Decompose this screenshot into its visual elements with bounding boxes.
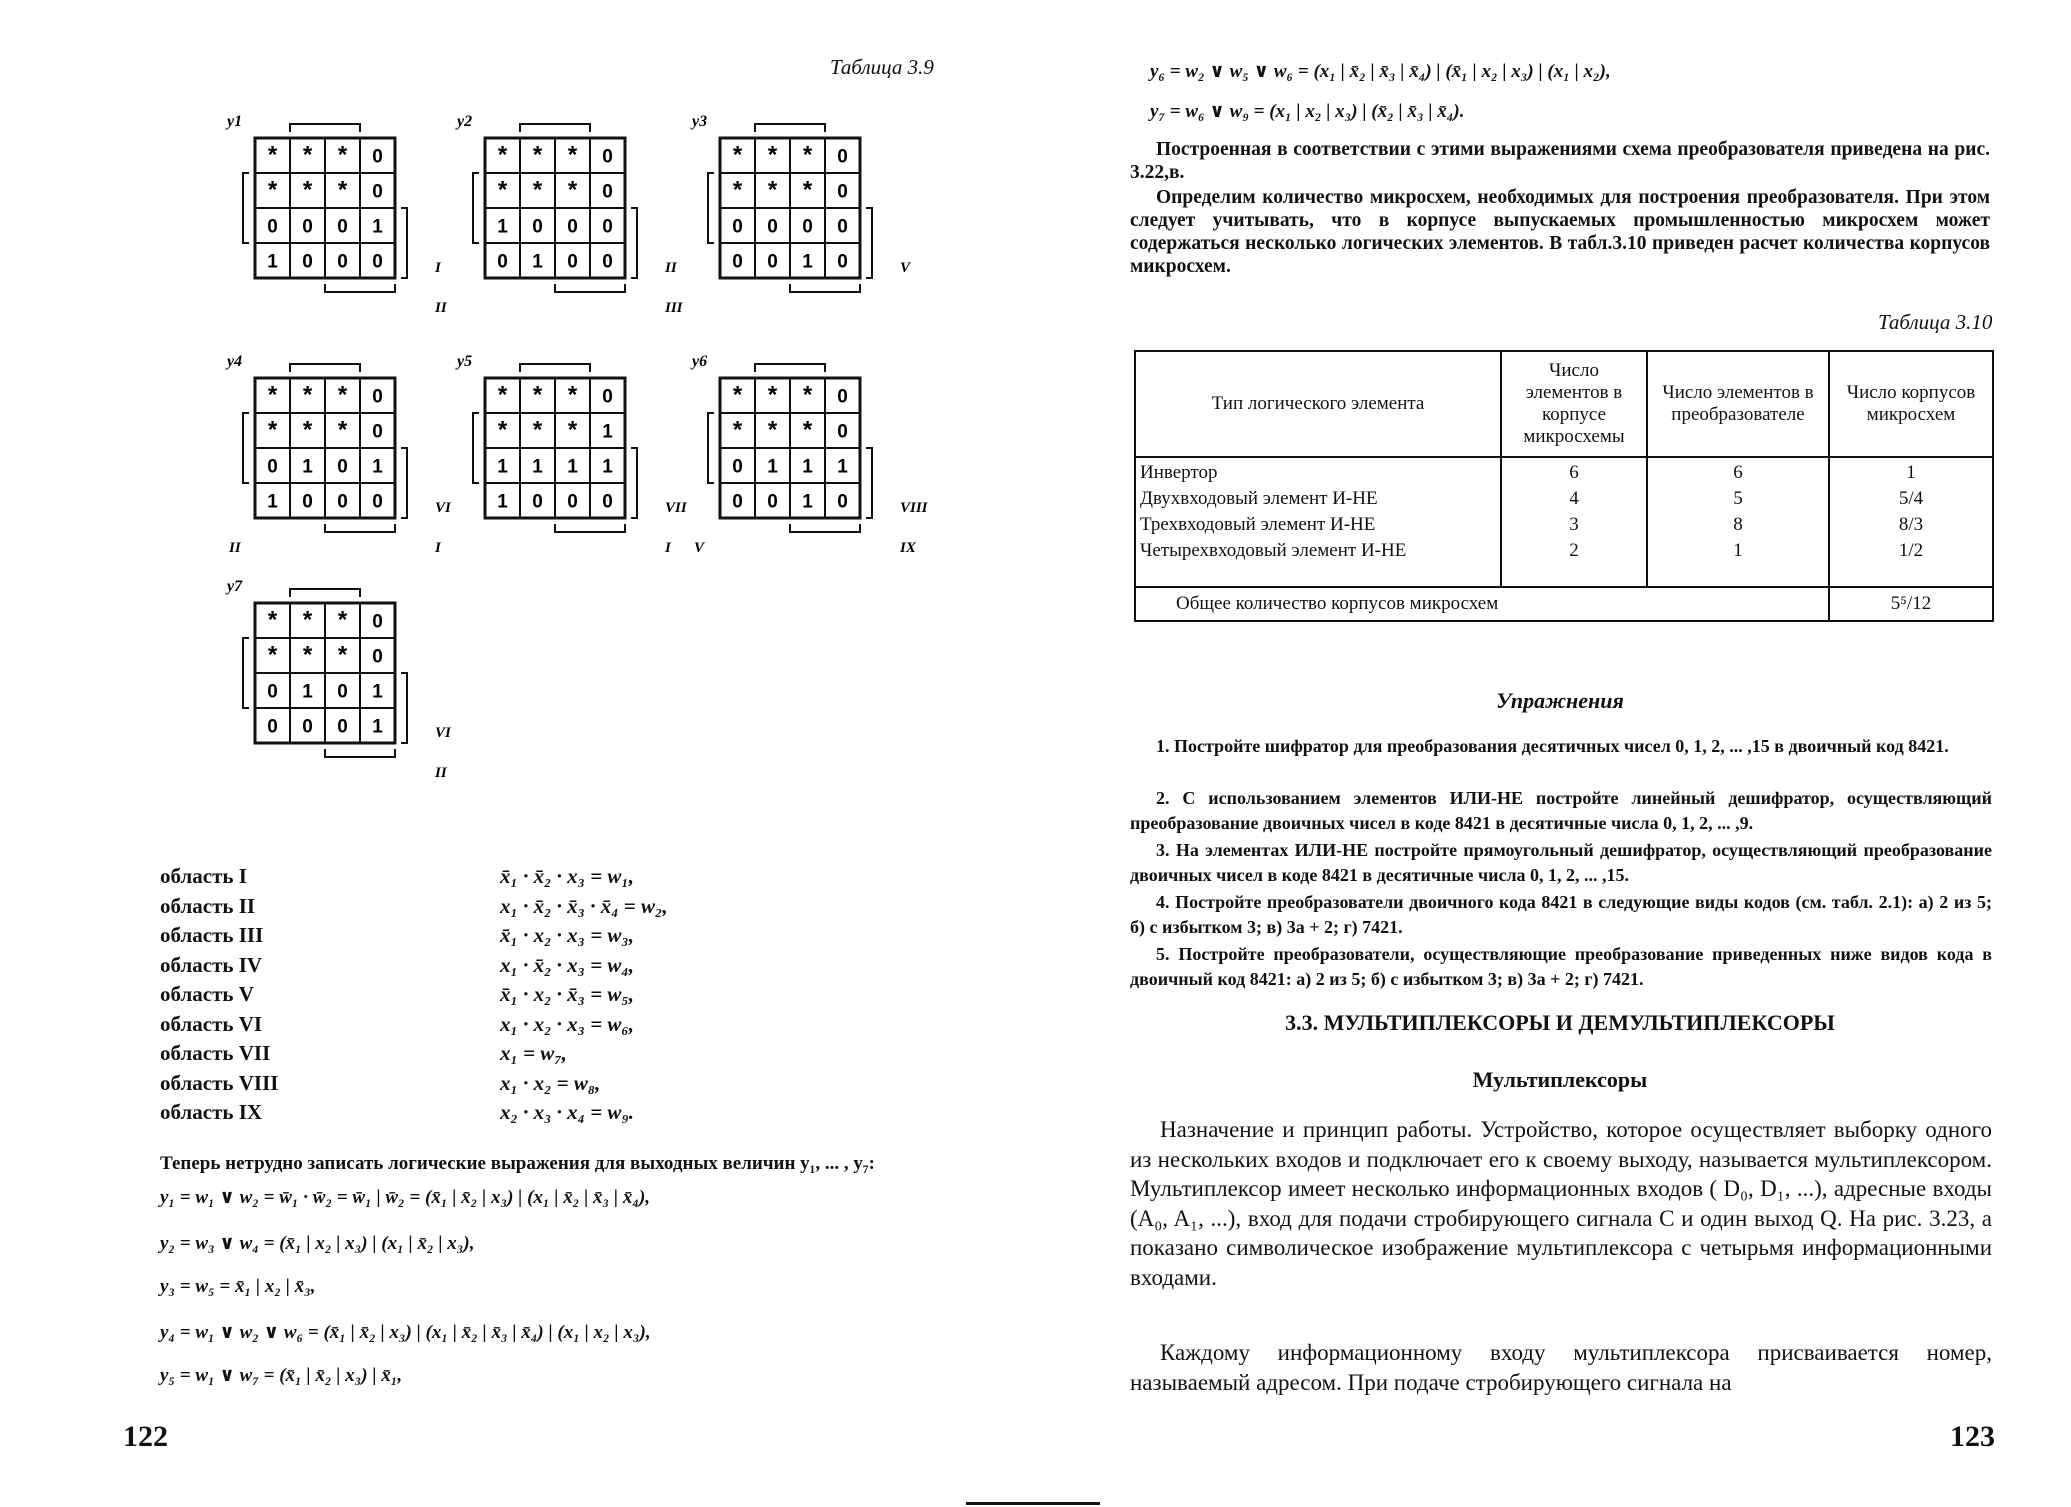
- table-header: Число корпусов микросхем: [1829, 351, 1993, 457]
- kmap-cell: 0: [837, 181, 848, 203]
- kmap-output-label: y7: [227, 578, 243, 595]
- kmap-output-label: y5: [457, 353, 473, 370]
- table-cell: 6: [1569, 462, 1579, 483]
- region-expression: x₁ = w₇,: [500, 1041, 567, 1065]
- page-number-right: 123: [1950, 1420, 1995, 1453]
- kmap-annotation: III: [665, 300, 683, 316]
- divider: [966, 1502, 1100, 1505]
- kmap-cell: *: [267, 606, 278, 634]
- kmap-cell: 0: [732, 216, 743, 238]
- table-3-10-caption: Таблица 3.10: [1878, 310, 1993, 334]
- intro-line: Теперь нетрудно записать логические выражения для выходных величин y₁, ... , y₇:: [160, 1153, 875, 1174]
- kmap-cell: 0: [302, 491, 313, 513]
- kmap-cell: 1: [802, 456, 813, 478]
- paragraph-2: Определим количество микросхем, необходимых для построения преобразователя. При этом следует учитывать, что в корпусе выпускаемых промышленностью микросхем может содержаться несколько логических элементов. В табл.3.10 приведен расчет количества корпусов микросхем.: [1130, 187, 1990, 277]
- kmap-cell: 0: [267, 216, 278, 238]
- region-row: [160, 1039, 668, 1069]
- kmap-cell: 0: [602, 251, 613, 273]
- table-cell: 4: [1569, 488, 1579, 509]
- kmap-annotation: VII: [665, 500, 687, 516]
- kmap-cell: 0: [732, 251, 743, 273]
- regions-list: [160, 862, 668, 1128]
- kmap-y5: [455, 350, 695, 560]
- kmap-x2-bracket: [325, 284, 395, 292]
- kmap-cell: 0: [372, 611, 383, 633]
- kmap-x4-bracket: [708, 173, 714, 243]
- kmap-cell: *: [732, 416, 743, 444]
- region-expression: x̄₁ · x₂ · x₃ = w₃,: [500, 923, 635, 947]
- kmap-annotation: VIII: [900, 500, 928, 516]
- body-paragraph-1: Назначение и принцип работы. Устройство, которое осуществляет выборку одного из нескольких входов и подключает его к своему выходу, называется мультиплексором. Мультиплексор имеет несколько информационных входов ( D₀, D₁, ...), адресные входы (A₀, A₁, ...), вход для подачи стробирующего сигнала C и один выход Q. На рис. 3.23, а показано символическое изображение мультиплексора с четырьмя информационными входами.: [1130, 1117, 1992, 1290]
- kmap-cell: *: [567, 141, 578, 169]
- table-cell: 1: [1733, 540, 1743, 561]
- kmap-x2-bracket: [325, 524, 395, 532]
- kmap-cell: 0: [602, 386, 613, 408]
- region-row: [160, 892, 668, 922]
- kmap-x3-bracket: [520, 364, 590, 372]
- kmap-cell: 0: [602, 146, 613, 168]
- kmap-cell: *: [732, 176, 743, 204]
- kmap-cell: 1: [802, 251, 813, 273]
- kmap-cell: 1: [267, 491, 278, 513]
- kmap-cell: 0: [337, 216, 348, 238]
- kmap-annotation: I: [435, 260, 441, 276]
- kmap-output-label: y6: [692, 353, 708, 370]
- kmap-cell: *: [337, 176, 348, 204]
- kmap-cell: 0: [567, 491, 578, 513]
- kmap-cell: *: [267, 641, 278, 669]
- kmap-annotation: II: [435, 765, 447, 781]
- table-cell: Инвертор: [1140, 462, 1218, 483]
- kmap-cell: 1: [767, 456, 778, 478]
- kmap-cell: *: [802, 176, 813, 204]
- kmap-cell: 1: [802, 491, 813, 513]
- formula-y1: y₁ = w₁ ∨ w₂ = w̄₁ · w̄₂ = w̄₁ | w̄₂ = (x̄₁ | x̄₂ | x₃) | (x₁ | x̄₂ | x̄₃ | x̄₄),: [160, 1187, 651, 1208]
- kmap-cell: 0: [732, 456, 743, 478]
- table-header: Число элементов в преобразователе: [1647, 351, 1829, 457]
- kmap-cell: 0: [337, 491, 348, 513]
- kmap-x1-bracket: [631, 208, 637, 278]
- kmap-cell: 0: [767, 491, 778, 513]
- kmap-cell: 0: [602, 216, 613, 238]
- table-cell: 6: [1733, 462, 1743, 483]
- formula-y5: y₅ = w₁ ∨ w₇ = (x̄₁ | x̄₂ | x₃) | x̄₁,: [160, 1365, 403, 1386]
- kmap-cell: 0: [372, 421, 383, 443]
- subsection-title: Мультиплексоры: [1472, 1067, 1648, 1092]
- kmap-annotation: II: [665, 260, 677, 276]
- kmap-svg: [455, 350, 695, 560]
- kmap-output-label: y3: [692, 113, 708, 130]
- region-name: область IV: [160, 952, 263, 977]
- kmap-cell: *: [802, 381, 813, 409]
- kmap-x1-bracket: [401, 448, 407, 518]
- kmap-y4: [225, 350, 465, 560]
- kmap-x3-bracket: [290, 364, 360, 372]
- kmap-svg: [225, 575, 465, 785]
- table-cell: Четырехвходовый элемент И-НЕ: [1140, 540, 1407, 561]
- kmap-cell: 1: [372, 716, 383, 738]
- kmap-x2-bracket: [325, 749, 395, 757]
- region-row: [160, 980, 668, 1010]
- kmap-x4-bracket: [243, 413, 249, 483]
- region-expression: x₂ · x₃ · x₄ = w₉.: [500, 1100, 635, 1124]
- kmap-cell: *: [497, 416, 508, 444]
- kmap-cell: *: [302, 381, 313, 409]
- kmap-cell: 0: [837, 491, 848, 513]
- kmap-x4-bracket: [243, 173, 249, 243]
- table-cell: 5/4: [1898, 488, 1924, 509]
- region-name: область II: [160, 893, 256, 918]
- region-name: область VI: [160, 1011, 263, 1036]
- table-3-10: [1134, 350, 1994, 622]
- body-paragraph-2: Каждому информационному входу мультиплексора присваивается номер, называемый адресом. При подаче стробирующего сигнала на: [1130, 1340, 1992, 1395]
- kmap-cell: *: [732, 381, 743, 409]
- region-name: область VIII: [160, 1070, 279, 1095]
- kmap-cell: 0: [337, 456, 348, 478]
- kmap-x4-bracket: [473, 173, 479, 243]
- exercise-2: 2. С использованием элементов ИЛИ-НЕ постройте линейный дешифратор, осуществляющий преобразование двоичных чисел в коде 8421 в десятичные числа 0, 1, 2, ... ,9.: [1130, 788, 1992, 833]
- kmap-cell: 1: [302, 681, 313, 703]
- kmap-cell: 1: [302, 456, 313, 478]
- kmap-annotation: IX: [900, 540, 916, 556]
- table-cell: 2: [1569, 540, 1579, 561]
- kmap-cell: 0: [532, 216, 543, 238]
- kmap-cell: 0: [837, 421, 848, 443]
- kmap-output-label: y4: [227, 353, 243, 370]
- region-name: область I: [160, 864, 247, 888]
- kmap-cell: 0: [337, 251, 348, 273]
- formula-y2: y₂ = w₃ ∨ w₄ = (x̄₁ | x₂ | x₃) | (x₁ | x̄₂ | x₃),: [160, 1233, 475, 1254]
- kmap-cell: *: [567, 176, 578, 204]
- kmap-cell: *: [767, 176, 778, 204]
- table-cell: 1: [1906, 462, 1916, 483]
- exercise-3: 3. На элементах ИЛИ-НЕ постройте прямоугольный дешифратор, осуществляющий преобразование двоичных чисел в коде 8421 в десятичные числа 0, 1, 2, ... ,15.: [1130, 840, 1992, 885]
- kmap-cell: *: [767, 141, 778, 169]
- kmap-x3-bracket: [520, 124, 590, 132]
- kmap-cell: 0: [372, 146, 383, 168]
- kmap-x2-bracket: [790, 284, 860, 292]
- region-row: [160, 921, 668, 951]
- table-total-label: Общее количество корпусов микросхем: [1135, 587, 1829, 621]
- kmap-cell: *: [532, 141, 543, 169]
- kmap-cell: *: [267, 416, 278, 444]
- paragraph-1: Построенная в соответствии с этими выражениями схема преобразователя приведена на рис. 3.22,в.: [1130, 139, 1990, 183]
- region-expression: x̄₁ · x₂ · x̄₃ = w₅,: [500, 982, 635, 1006]
- kmap-cell: 0: [767, 251, 778, 273]
- kmap-annotation: V: [694, 540, 705, 556]
- formula-y6: y₆ = w₂ ∨ w₅ ∨ w₆ = (x₁ | x̄₂ | x̄₃ | x̄₄) | (x̄₁ | x₂ | x₃) | (x₁ | x₂),: [1150, 61, 1611, 82]
- kmap-annotation: I: [665, 540, 671, 556]
- kmap-cell: *: [497, 141, 508, 169]
- kmap-cell: *: [567, 381, 578, 409]
- kmap-cell: 1: [497, 216, 508, 238]
- table-col-per-package: [1501, 457, 1647, 587]
- kmap-y6: [690, 350, 930, 560]
- kmap-x1-bracket: [401, 673, 407, 743]
- kmap-cell: 0: [732, 491, 743, 513]
- kmap-cell: 0: [337, 681, 348, 703]
- table-header: Тип логического элемента: [1135, 351, 1501, 457]
- exercise-4: 4. Постройте преобразователи двоичного кода 8421 в следующие виды кодов (см. табл. 2.1): а) 2 из 5; б) с избытком 3; в) 3а + 2; г) 7421.: [1130, 892, 1992, 937]
- region-expression: x₁ · x̄₂ · x₃ = w₄,: [500, 952, 635, 977]
- kmap-cell: 0: [267, 456, 278, 478]
- formula-y3: y₃ = w₅ = x̄₁ | x₂ | x̄₃,: [160, 1276, 316, 1297]
- kmap-cell: *: [337, 416, 348, 444]
- right-page: [1130, 0, 2071, 1507]
- kmap-x3-bracket: [290, 589, 360, 597]
- kmap-x4-bracket: [708, 413, 714, 483]
- kmap-x1-bracket: [866, 448, 872, 518]
- kmap-cell: *: [337, 381, 348, 409]
- kmap-cell: *: [532, 381, 543, 409]
- kmap-cell: 1: [837, 456, 848, 478]
- kmap-svg: [225, 110, 465, 320]
- kmap-x4-bracket: [473, 413, 479, 483]
- formula-y7: y₇ = w₆ ∨ w₉ = (x₁ | x₂ | x₃) | (x̄₂ | x̄₃ | x̄₄).: [1150, 101, 1465, 122]
- kmap-annotation: VI: [435, 725, 451, 741]
- kmap-cell: 0: [837, 216, 848, 238]
- table-col-packages: [1829, 457, 1993, 587]
- kmap-annotation: II: [435, 300, 447, 316]
- kmap-x2-bracket: [555, 284, 625, 292]
- kmap-cell: 0: [837, 251, 848, 273]
- exercises-heading: Упражнения: [1496, 688, 1624, 713]
- kmap-cell: 1: [497, 456, 508, 478]
- kmap-cell: 1: [567, 456, 578, 478]
- region-name: область VII: [160, 1041, 271, 1065]
- exercise-1: 1. Постройте шифратор для преобразования десятичных чисел 0, 1, 2, ... ,15 в двоичный код 8421.: [1156, 736, 1949, 756]
- kmap-cell: *: [302, 641, 313, 669]
- table-header: Число элементов в корпусе микросхемы: [1501, 351, 1647, 457]
- table-cell: 8/3: [1898, 514, 1924, 535]
- table-cell: Двухвходовый элемент И-НЕ: [1140, 488, 1378, 509]
- kmap-x1-bracket: [866, 208, 872, 278]
- kmap-cell: *: [532, 176, 543, 204]
- region-expression: x₁ · x₂ = w₈,: [500, 1070, 601, 1095]
- table-col-in-converter: [1647, 457, 1829, 587]
- kmap-annotation: VI: [435, 500, 451, 516]
- kmap-cell: *: [497, 176, 508, 204]
- kmap-cell: 1: [532, 251, 543, 273]
- kmap-svg: [455, 110, 695, 320]
- kmap-cell: 0: [302, 716, 313, 738]
- kmap-y2: [455, 110, 695, 320]
- kmap-svg: [225, 350, 465, 560]
- kmap-cell: *: [337, 141, 348, 169]
- kmap-cell: *: [732, 141, 743, 169]
- kmap-x3-bracket: [290, 124, 360, 132]
- region-row: [160, 862, 668, 892]
- kmap-cell: 1: [497, 491, 508, 513]
- table-cell: 8: [1733, 514, 1743, 535]
- kmap-cell: 0: [372, 181, 383, 203]
- kmap-cell: *: [337, 606, 348, 634]
- kmap-cell: 0: [302, 216, 313, 238]
- kmap-cell: 1: [532, 456, 543, 478]
- kmap-cell: 0: [837, 146, 848, 168]
- kmap-cell: *: [302, 141, 313, 169]
- kmap-cell: 0: [302, 251, 313, 273]
- kmap-cell: 1: [372, 681, 383, 703]
- kmap-cell: *: [267, 141, 278, 169]
- kmap-cell: *: [302, 176, 313, 204]
- kmap-annotation: V: [900, 260, 911, 276]
- kmap-cell: *: [767, 381, 778, 409]
- kmap-cell: *: [767, 416, 778, 444]
- kmap-x2-bracket: [555, 524, 625, 532]
- kmap-cell: 0: [602, 491, 613, 513]
- kmap-cell: 1: [267, 251, 278, 273]
- region-name: область IX: [160, 1100, 263, 1124]
- kmap-cell: 1: [372, 456, 383, 478]
- kmap-cell: 0: [802, 216, 813, 238]
- kmap-cell: *: [497, 381, 508, 409]
- region-row: [160, 1069, 668, 1099]
- kmap-cell: 0: [767, 216, 778, 238]
- kmap-cell: 1: [602, 421, 613, 443]
- table-cell: 1/2: [1898, 540, 1924, 561]
- kmap-cell: 0: [267, 681, 278, 703]
- kmap-x1-bracket: [401, 208, 407, 278]
- region-expression: x₁ · x₂ · x₃ = w₆,: [500, 1011, 635, 1036]
- region-row: [160, 1010, 668, 1040]
- kmap-cell: *: [567, 416, 578, 444]
- kmap-x1-bracket: [631, 448, 637, 518]
- region-name: область III: [160, 923, 264, 947]
- kmap-cell: 0: [372, 491, 383, 513]
- region-row: [160, 951, 668, 981]
- kmap-x3-bracket: [755, 124, 825, 132]
- kmap-y7: [225, 575, 465, 785]
- formula-y4: y₄ = w₁ ∨ w₂ ∨ w₆ = (x̄₁ | x̄₂ | x₃) | (x₁ | x̄₂ | x̄₃ | x̄₄) | (x₁ | x₂ | x₃),: [160, 1322, 651, 1343]
- kmap-y1: [225, 110, 465, 320]
- kmap-x3-bracket: [755, 364, 825, 372]
- table-cell: 5: [1733, 488, 1743, 509]
- kmap-cell: 0: [337, 716, 348, 738]
- page-number-left: 122: [123, 1420, 168, 1453]
- kmap-cell: 0: [567, 251, 578, 273]
- kmap-cell: *: [802, 141, 813, 169]
- kmap-cell: 0: [532, 491, 543, 513]
- kmap-cell: *: [302, 606, 313, 634]
- kmap-cell: 0: [372, 646, 383, 668]
- kmap-cell: *: [337, 641, 348, 669]
- table-cell: Трехвходовый элемент И-НЕ: [1140, 514, 1376, 535]
- kmap-cell: 1: [602, 456, 613, 478]
- kmap-output-label: y1: [227, 113, 243, 130]
- kmap-annotation: II: [229, 540, 241, 556]
- kmap-cell: *: [532, 416, 543, 444]
- region-row: [160, 1098, 668, 1128]
- section-title: 3.3. МУЛЬТИПЛЕКСОРЫ И ДЕМУЛЬТИПЛЕКСОРЫ: [1285, 1010, 1835, 1035]
- kmap-cell: 0: [372, 251, 383, 273]
- kmap-x4-bracket: [243, 638, 249, 708]
- kmap-cell: 0: [567, 216, 578, 238]
- kmap-x2-bracket: [790, 524, 860, 532]
- kmap-cell: *: [802, 416, 813, 444]
- kmap-y3: [690, 110, 930, 320]
- table-total-value: 5⁵/12: [1829, 587, 1993, 621]
- kmap-svg: [690, 350, 930, 560]
- region-name: область V: [160, 982, 254, 1006]
- kmap-annotation: I: [435, 540, 441, 556]
- table-3-9-caption: Таблица 3.9: [830, 55, 934, 79]
- kmap-cell: 0: [267, 716, 278, 738]
- kmap-cell: 0: [837, 386, 848, 408]
- table-col-type: [1135, 457, 1501, 587]
- kmap-output-label: y2: [457, 113, 473, 130]
- exercise-5: 5. Постройте преобразователи, осуществляющие преобразование приведенных ниже видов кода в двоичный код 8421: а) 2 из 5; б) с избытком 3; в) 3а + 2; г) 7421.: [1130, 944, 1992, 989]
- kmap-cell: *: [267, 381, 278, 409]
- table-cell: 3: [1569, 514, 1579, 535]
- kmap-cell: 0: [372, 386, 383, 408]
- kmap-cell: 0: [497, 251, 508, 273]
- kmap-cell: 0: [602, 181, 613, 203]
- kmap-svg: [690, 110, 930, 320]
- region-expression: x̄₁ · x̄₂ · x₃ = w₁,: [500, 864, 635, 888]
- kmap-cell: *: [267, 176, 278, 204]
- region-expression: x₁ · x̄₂ · x̄₃ · x̄₄ = w₂,: [500, 893, 668, 918]
- kmap-cell: *: [302, 416, 313, 444]
- kmap-cell: 1: [372, 216, 383, 238]
